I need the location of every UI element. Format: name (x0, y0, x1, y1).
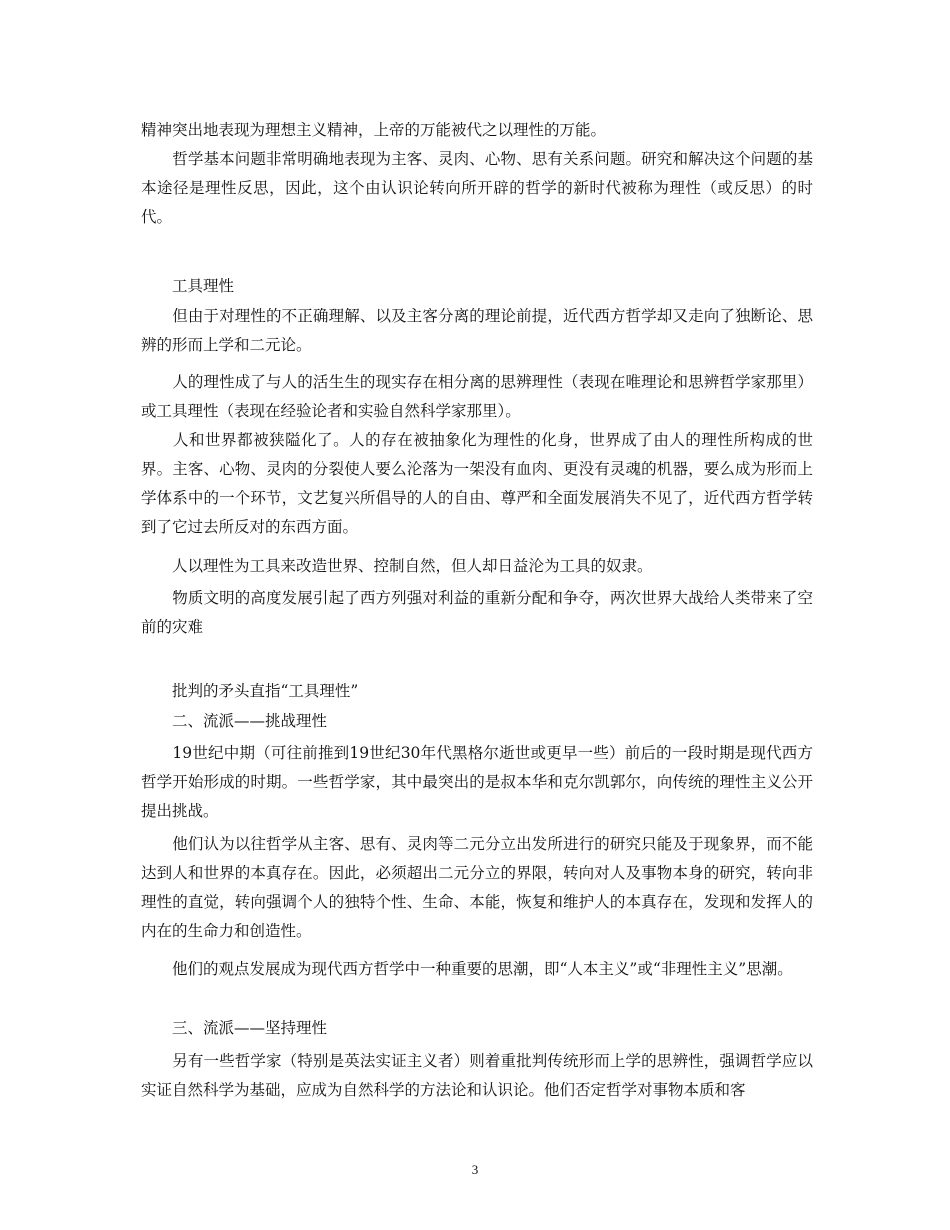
paragraph-10: 他们认为以往哲学从主客、思有、灵肉等二元分立出发所进行的研究只能及于现象界，而不能达到人和世界的本真存在。因此，必须超出二元分立的界限，转向对人及事物本身的研究，转向非理性的直觉，转向强调个人的独特个性、生命、本能，恢复和维护人的本真存在，发现和发挥人的内在的生命力和创造性。 (141, 835, 813, 940)
paragraph-1: 精神突出地表现为理想主义精神，上帝的万能被代之以理性的万能。 (141, 121, 607, 139)
paragraph-6: 人以理性为工具来改造世界、控制自然，但人却日益沦为工具的奴隶。 (141, 557, 653, 575)
paragraph-5: 人和世界都被狭隘化了。人的存在被抽象化为理性的化身，世界成了由人的理性所构成的世界。主客、心物、灵肉的分裂使人要么沦落为一架没有血肉、更没有灵魂的机器，要么成为形而上学体系中的一个环节，文艺复兴所倡导的人的自由、尊严和全面发展消失不见了，近代西方哲学转到了它过去所反对的东西方面。 (141, 431, 813, 536)
paragraph-12: 另有一些哲学家（特别是英法实证主义者）则着重批判传统形而上学的思辨性，强调哲学应以实证自然科学为基础，应成为自然科学的方法论和认识论。他们否定哲学对事物本质和客 (141, 1052, 813, 1099)
page-number: 3 (471, 1162, 479, 1177)
paragraph-8: 批判的矛头直指“工具理性” (141, 682, 359, 700)
paragraph-11: 他们的观点发展成为现代西方哲学中一种重要的思潮，即“人本主义”或“非理性主义”思潮。 (141, 960, 793, 978)
paragraph-4: 人的理性成了与人的活生生的现实存在相分离的思辨理性（表现在唯理论和思辨哲学家那里）或工具理性（表现在经验论者和实验自然科学家那里）。 (141, 373, 813, 420)
paragraph-7: 物质文明的高度发展引起了西方列强对利益的重新分配和争夺，两次世界大战给人类带来了空前的灾难 (141, 589, 813, 636)
paragraph-3: 但由于对理性的不正确理解、以及主客分离的理论前提，近代西方哲学却又走向了独断论、思辨的形而上学和二元论。 (141, 307, 813, 354)
section-heading-tool-rationality: 工具理性 (141, 277, 235, 295)
paragraph-2: 哲学基本问题非常明确地表现为主客、灵肉、心物、思有关系问题。研究和解决这个问题的基本途径是理性反思，因此，这个由认识论转向所开辟的哲学的新时代被称为理性（或反思）的时代。 (141, 150, 813, 226)
section-heading-uphold-reason: 三、流派——坚持理性 (141, 1019, 328, 1037)
section-heading-challenge-reason: 二、流派——挑战理性 (141, 712, 328, 730)
paragraph-9: 19世纪中期（可往前推到19世纪30年代黑格尔逝世或更早一些）前后的一段时期是现代西方哲学开始形成的时期。一些哲学家，其中最突出的是叔本华和克尔凯郭尔，向传统的理性主义公开提出挑战。 (141, 744, 813, 820)
